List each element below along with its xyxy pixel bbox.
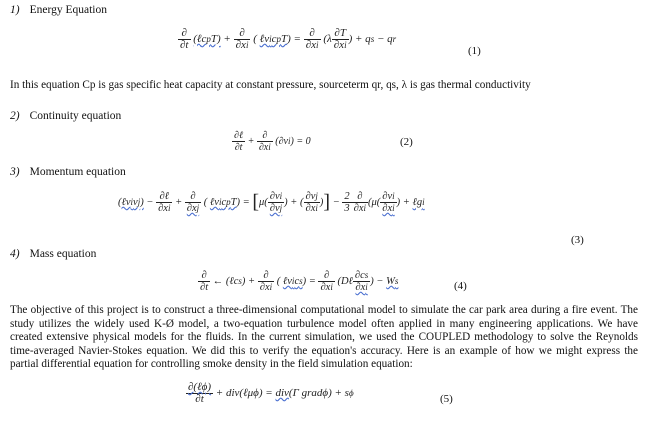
section-heading-energy: 1) Energy Equation bbox=[10, 4, 107, 16]
energy-equation-note: In this equation Cp is gas specific heat capacity at constant pressure, sourceterm qr, qs, λ is gas thermal conductivity bbox=[10, 79, 531, 91]
body-paragraph: The objective of this project is to construct a three-dimensional computational model to simulate the car park area during a fire event. The study utilizes the widely used K-Ø model, a two-equation turbulence model often applied in many engineering applications. We have created extensive physical models for the fluids. In the current simulation, we used the COUPLED methodology to solve the Reynolds time-averaged Navier-Stokes equation. We did this to verify the equation's accuracy. Here is an example of how we might express the partial differential equation for controlling smoke density in the field simulation equation: bbox=[10, 304, 638, 371]
equation-number-5: (5) bbox=[440, 393, 453, 405]
equation-number-4: (4) bbox=[454, 280, 467, 292]
energy-equation: $\frac{\partial}{\partial t}$ (ℓcpT) + $\frac{\partial}{\partial xi}$ ( ℓvicpT) = $\frac{\partial}{\partial xi}$ (λ $\frac{\partial T}{\partial xi}$ ) + qs − qr bbox=[180, 27, 397, 51]
section-heading-continuity: 2) Continuity equation bbox=[10, 110, 122, 122]
equation-number-2: (2) bbox=[400, 136, 413, 148]
continuity-equation: $\frac{\text{∂ℓ}}{\partial t}$ + $\frac{\partial}{\partial xi}$ (∂vi) = 0 bbox=[234, 130, 311, 153]
momentum-equation: (ℓvivj) − $\frac{\text{∂ℓ}}{\partial xi}$ + $\frac{\partial}{\partial xj}$ ( ℓvicpT) = [μ( $\frac{\partial vi}{\partial vj}$ ) + ( $\frac{\partial vj}{\partial xi}$ )] − $\frac{2}{3}$ $\frac{\partial}{\partial xi}$ (μ( $\frac{\partial vi}{\partial xi}$ ) + ℓgi bbox=[118, 191, 425, 214]
equation-number-3: (3) bbox=[571, 234, 584, 246]
equation-number-1: (1) bbox=[468, 45, 481, 57]
section-heading-momentum: 3) Momentum equation bbox=[10, 166, 126, 178]
mass-equation: $\frac{\partial}{\partial t}$ ← (ℓcs) + $\frac{\partial}{\partial xi}$ ( ℓvics) = $\frac{\partial}{\partial xi}$ (Dℓ $\frac{\partial cs}{\partial xi}$ ) − Ws bbox=[200, 270, 399, 293]
section-heading-mass: 4) Mass equation bbox=[10, 248, 97, 260]
smoke-density-equation: $\frac{\text{∂(ℓϕ)}}{\partial t}$ + div(ℓμϕ) = div(Γ gradϕ) + sϕ bbox=[188, 381, 354, 405]
